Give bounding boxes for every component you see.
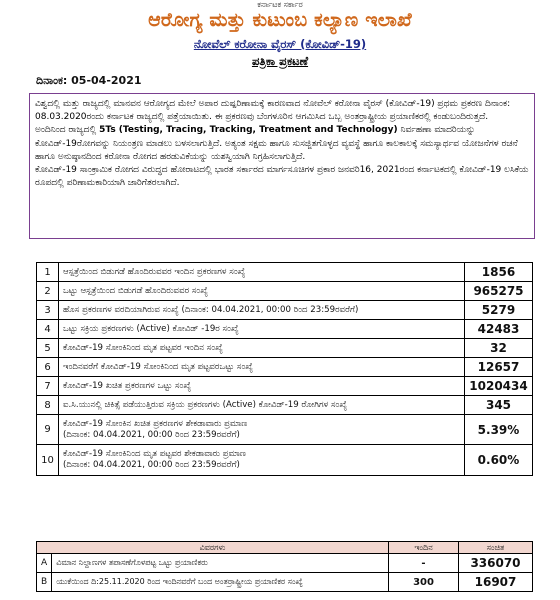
cumulative-value: 336070 — [459, 554, 533, 573]
stat-value: 12657 — [465, 358, 533, 377]
five-ts-strategy: 5Ts (Testing, Tracing, Tracking, Treatment and Technology) — [99, 125, 398, 136]
row-letter: A — [37, 554, 52, 573]
stat-value: 32 — [465, 339, 533, 358]
stat-number: 8 — [37, 396, 59, 415]
stat-description-cell — [59, 358, 465, 377]
subject-title: ನೋವೆಲ್ ಕರೋನಾ ವೈರಸ್ (ಕೋವಿಡ್-19) — [193, 37, 367, 51]
stat-number: 9 — [37, 415, 59, 445]
stat-description: ಇಂದಿನವರೆಗೆ ಕೋವಿಡ್-19 ಸೋಂಕಿನಿಂದ ಮೃತ ಪಟ್ಟವರಒಟ್ಟು ಸಂಖ್ಯೆ — [63, 361, 254, 372]
intro-paragraph-3: ಕೋವಿಡ್-19 ಸಾಂಕ್ರಾಮಿಕ ರೋಗದ ವಿರುದ್ಧದ ಹೋರಾಟದಲ್ಲಿ ಭಾರತ ಸರ್ಕಾರದ ಮಾರ್ಗಸೂಚಿಗಳ ಪ್ರಕಾರ ಜನವರಿ16, 2021ರಂದ ಕರ್ನಾಟಕದಲ್ಲಿ ಕೋವಿಡ್-19 ಲಸಿಕೆಯ ರೂಪದಲ್ಲಿ ಪರಿಣಾಮಕಾರಿಯಾಗಿ ಜಾರಿಗೆತರಲಾಗಿದೆ. — [35, 165, 529, 189]
press-release-title: ಪತ್ರಿಕಾ ಪ್ರಕಟಣೆ — [251, 54, 309, 68]
today-value: 300 — [389, 573, 459, 592]
stat-description: ಆಸ್ಪತ್ರೆಯಿಂದ ಬಿಡುಗಡೆ ಹೊಂದಿರುವವರ ಇಂದಿನ ಪ್ರಕರಣಗಳ ಸಂಖ್ಯೆ — [63, 266, 246, 277]
stat-row — [37, 377, 533, 396]
stat-row — [37, 415, 533, 445]
stat-description: ಕೋವಿಡ್-19 ಸೋಂಕಿನ ಖಚಿತ ಪ್ರಕರಣಗಳ ಶೇಕಡಾವಾರು ಪ್ರಮಾಣ — [63, 418, 248, 429]
stat-date-range: (ದಿನಾಂಕ: 04.04.2021, 00:00 ರಿಂದ 23:59ರವರೆಗೆ) — [63, 460, 240, 470]
stat-value: 965275 — [465, 282, 533, 301]
row-letter: B — [37, 573, 52, 592]
release-date: ದಿನಾಂಕ: 05-04-2021 — [36, 74, 142, 87]
intro-paragraph-2 — [35, 124, 529, 164]
stat-row — [37, 445, 533, 476]
stat-value: 5279 — [465, 301, 533, 320]
row-description: ವಿಮಾನ ನಿಲ್ದಾಣಗಳ ತಪಾಸಣೆಗೊಳಪಟ್ಟ ಒಟ್ಟು ಪ್ರಯಾಣಿಕರು — [52, 554, 389, 573]
travel-screening-table — [36, 541, 533, 592]
stat-description-cell — [59, 339, 465, 358]
stat-row — [37, 358, 533, 377]
stat-description-cell — [59, 415, 465, 445]
government-line: ಕರ್ನಾಟಕ ಸರ್ಕಾರ — [257, 0, 303, 9]
travel-row — [37, 573, 533, 592]
travel-row — [37, 554, 533, 573]
stat-description: ಒಟ್ಟು ಸಕ್ರಿಯ ಪ್ರಕರಣಗಳು (Active) ಕೋವಿಡ್ -19ರ ಸಂಖ್ಯೆ — [63, 323, 239, 334]
intro-box — [29, 93, 535, 239]
intro-paragraph-2-end: ನಿರ್ವಹಣಾ ಮಾದರಿಯನ್ನು ಕೋವಿಡ್-19ರೋಗವನ್ನು ನಿಯಂತ್ರಣ ಮಾಡಲು ಬಳಸಲಾಗುತ್ತಿದೆ. ಅತ್ಯಂತ ಸಕ್ಷಮ ಹಾಗೂ ಸುಸಜ್ಜಿತಗೊಳ್ಳದ ವ್ಯವಸ್ಥೆ ಹಾಗೂ ಕಾಲಕಾಲಕ್ಕೆ ಸಮಸ್ಯಾರ್ಥವ ಯೋಜನೆಗಳ ರಚನೆ ಹಾಗೂ ಅನುಷ್ಠಾನದಿಂದ ಕರೋನಾ ರೋಗದ ಹರಡುವಿಕೆಯನ್ನು ಯಶಸ್ವಿಯಾಗಿ ನಿಗ್ರಹಿಸಲಾಗುತ್ತಿದೆ. — [35, 125, 518, 162]
stat-description: ಕೋವಿಡ್-19 ಸೋಂಕಿನಿಂದ ಮೃತ ಪಟ್ಟವರ ಶೇಕಡಾವಾರು ಪ್ರಮಾಣ — [63, 449, 246, 459]
stat-value: 1020434 — [465, 377, 533, 396]
stat-description-cell — [59, 301, 465, 320]
stat-number: 4 — [37, 320, 59, 339]
stat-row — [37, 282, 533, 301]
intro-paragraph-2-start: ಅಂದಿನಿಂದ ರಾಜ್ಯದಲ್ಲಿ — [35, 125, 100, 136]
header-today: ಇಂದಿನ — [389, 542, 459, 554]
stat-row — [37, 396, 533, 415]
stat-row — [37, 301, 533, 320]
header-details: ವಿವರಗಳು — [37, 542, 389, 554]
stat-date-range: (ದಿನಾಂಕ: 04.04.2021, 00:00 ರಿಂದ 23:59ರವರೆಗೆ) — [63, 429, 240, 440]
stat-value: 345 — [465, 396, 533, 415]
intro-paragraph-1: ವಿಶ್ವದಲ್ಲಿ ಮತ್ತು ರಾಜ್ಯದಲ್ಲಿ ಮಾನವನ ಆರೋಗ್ಯದ ಮೇಲೆ ಅಪಾರ ದುಷ್ಪರಿಣಾಮಕ್ಕೆ ಕಾರಣವಾದ ನೋವೆಲ್ ಕರೋನಾ ವೈರಸ್ (ಕೋವಿಡ್-19) ಪ್ರಥಮ ಪ್ರಕರಣ ದಿನಾಂಕ: 08.03.2020ರಂದು ಕರ್ನಾಟಕ ರಾಜ್ಯದಲ್ಲಿ ಪತ್ತೆಯಾಯಿತು. ಈ ಪ್ರಕರಣವು ಬೆಂಗಳೂರಿನ ಆಗಮಿಸಿದ ಒಬ್ಬ ಅಂತರ್ರಾಷ್ಟ್ರೀಯ ಪ್ರಯಾಣಿಕರಲ್ಲಿ ಕಂಡುಬಂದಿರುತ್ತದೆ. — [35, 99, 511, 123]
stat-number: 3 — [37, 301, 59, 320]
travel-table-header-row — [37, 542, 533, 554]
stat-number: 5 — [37, 339, 59, 358]
stat-value: 1856 — [465, 263, 533, 282]
stat-description: ಕೋವಿಡ್-19 ಸೋಂಕಿನಿಂದ ಮೃತ ಪಟ್ಟವರ ಇಂದಿನ ಸಂಖ್ಯೆ — [63, 342, 223, 353]
stat-number: 6 — [37, 358, 59, 377]
stat-description-cell — [59, 320, 465, 339]
stat-value: 42483 — [465, 320, 533, 339]
row-description: ಯುಕೆಯಿಂದ ದಿ:25.11.2020 ರಿಂದ ಇಂದಿನವರೆಗೆ ಬಂದ ಅಂತರ್ರಾಷ್ಟ್ರೀಯ ಪ್ರಯಾಣಿಕರ ಸಂಖ್ಯೆ — [52, 573, 389, 592]
stat-description-cell — [59, 282, 465, 301]
stat-description-cell — [59, 377, 465, 396]
stat-row — [37, 263, 533, 282]
stat-description-cell — [59, 445, 465, 476]
stat-row — [37, 320, 533, 339]
stat-description: ಒಟ್ಟು ಆಸ್ಪತ್ರೆಯಿಂದ ಬಿಡುಗಡೆ ಹೊಂದಿರುವವರ ಸಂಖ್ಯೆ — [63, 285, 209, 296]
stat-description: ಐ.ಸಿ.ಯುನಲ್ಲಿ ಚಿಕಿತ್ಸೆ ಪಡೆಯುತ್ತಿರುವ ಸಕ್ರಿಯ ಪ್ರಕರಣಗಳು (Active) ಕೋವಿಡ್-19 ರೋಗಿಗಳ ಸಂಖ್ಯೆ — [63, 399, 348, 410]
stat-description-cell — [59, 263, 465, 282]
stat-number: 2 — [37, 282, 59, 301]
stat-number: 7 — [37, 377, 59, 396]
header-cumulative: ಸಂಚಿತ — [459, 542, 533, 554]
today-value: - — [389, 554, 459, 573]
statistics-table — [36, 262, 533, 476]
stat-number: 1 — [37, 263, 59, 282]
department-title: ಆರೋಗ್ಯ ಮತ್ತು ಕುಟುಂಬ ಕಲ್ಯಾಣ ಇಲಾಖೆ — [148, 9, 412, 31]
stat-value: 5.39% — [465, 415, 533, 445]
cumulative-value: 16907 — [459, 573, 533, 592]
stat-description-cell — [59, 396, 465, 415]
stat-description: ಕೋವಿಡ್-19 ಖಚಿತ ಪ್ರಕರಣಗಳ ಒಟ್ಟು ಸಂಖ್ಯೆ — [63, 380, 192, 391]
stat-value: 0.60% — [465, 445, 533, 476]
stat-number: 10 — [37, 445, 59, 476]
stat-row — [37, 339, 533, 358]
stat-description: ಹೊಸ ಪ್ರಕರಣಗಳ ವರದಿಯಾಗಿರುವ ಸಂಖ್ಯೆ (ದಿನಾಂಕ: 04.04.2021, 00:00 ರಿಂದ 23:59ರವರೆಗೆ) — [63, 304, 359, 315]
